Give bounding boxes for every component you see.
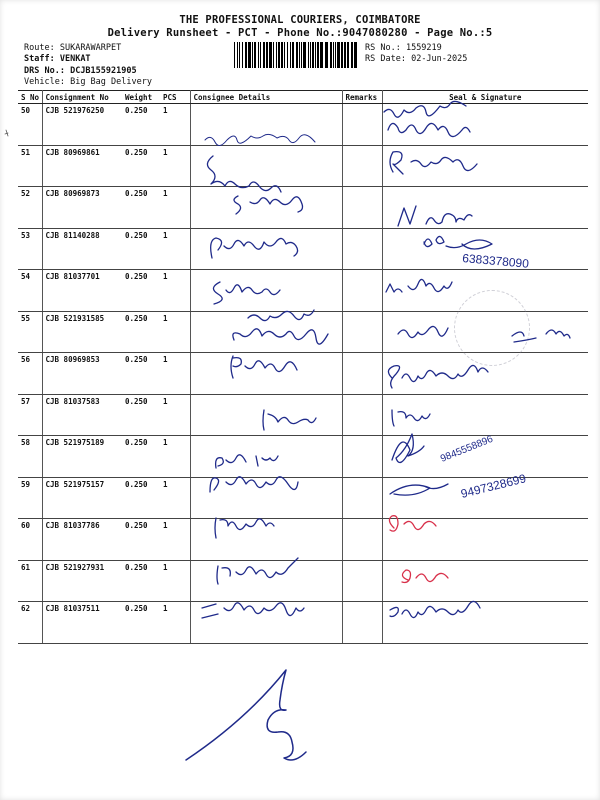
barcode-bar [337, 42, 340, 68]
cell-consignee [190, 104, 342, 146]
margin-mark [5, 130, 8, 136]
col-header-weight: Weight [122, 91, 160, 104]
barcode-bar [281, 42, 283, 68]
cell-remarks [342, 311, 382, 353]
rs-date-value: 02-Jun-2025 [411, 54, 468, 64]
cell-weight: 0.250 [122, 560, 160, 602]
faded-seal-stamp [454, 290, 530, 366]
barcode-bar [252, 42, 253, 68]
barcode-bar [278, 42, 280, 68]
cell-sno: 58 [18, 436, 42, 478]
cell-pcs: 1 [160, 519, 190, 561]
signature-53-phone: 6383378090 [461, 251, 530, 271]
cell-consignee [190, 228, 342, 270]
barcode-bar [354, 42, 357, 68]
barcode-bar [315, 42, 316, 68]
cell-sno: 51 [18, 145, 42, 187]
cell-signature [382, 602, 588, 644]
barcode-bar [299, 42, 300, 68]
cell-consignment: CJB 521931585 [42, 311, 122, 353]
cell-sno: 59 [18, 477, 42, 519]
cell-consignee [190, 602, 342, 644]
drs-label: DRS No.: [24, 66, 65, 76]
cell-pcs: 1 [160, 602, 190, 644]
cell-signature [382, 433, 588, 478]
cell-consignee [190, 519, 342, 561]
cell-remarks [342, 353, 382, 395]
cell-sno: 50 [18, 104, 42, 146]
barcode-bar [269, 42, 272, 68]
table-row [18, 394, 588, 436]
cell-consignment: CJB 81037583 [42, 394, 122, 436]
table-row [18, 436, 588, 478]
barcode-bar [341, 42, 343, 68]
table-row [18, 602, 588, 644]
table-row [18, 145, 588, 187]
cell-signature [382, 145, 588, 187]
cell-weight: 0.250 [122, 477, 160, 519]
rs-no-line [365, 43, 442, 53]
cell-pcs: 1 [160, 145, 190, 187]
barcode-bar [234, 42, 235, 68]
staff-label: Staff: [24, 54, 55, 64]
route-label: Route: [24, 43, 55, 53]
staff-line [24, 54, 91, 64]
cell-signature [382, 394, 588, 436]
signature-59-phone: 9497328699 [459, 471, 528, 501]
cell-consignee [190, 477, 342, 519]
barcode-bar [312, 42, 314, 68]
barcode-bar [287, 42, 288, 68]
col-header-consignee: Consignee Details [190, 91, 342, 104]
vehicle-line [24, 77, 152, 87]
barcode-bar [276, 42, 277, 68]
cell-consignment: CJB 80969861 [42, 145, 122, 187]
cell-consignment: CJB 81037511 [42, 602, 122, 644]
barcode [234, 42, 360, 68]
barcode-bar [245, 42, 247, 68]
table-row [18, 519, 588, 561]
cell-pcs: 1 [160, 560, 190, 602]
cell-weight: 0.250 [122, 394, 160, 436]
barcode-bar [296, 42, 298, 68]
cell-consignment: CJB 521975189 [42, 436, 122, 478]
cell-signature [382, 519, 588, 561]
cell-sno: 60 [18, 519, 42, 561]
cell-signature [382, 228, 588, 270]
cell-consignment: CJB 81037701 [42, 270, 122, 312]
cell-pcs: 1 [160, 311, 190, 353]
barcode-bar [258, 42, 259, 68]
cell-pcs: 1 [160, 436, 190, 478]
runsheet-table [18, 90, 588, 644]
col-header-consignment: Consignment No [42, 91, 122, 104]
cell-consignee [190, 436, 342, 478]
cell-signature [382, 104, 588, 146]
cell-remarks [342, 519, 382, 561]
cell-consignee [190, 394, 342, 436]
cell-consignee [190, 353, 342, 395]
cell-consignment: CJB 521976250 [42, 104, 122, 146]
barcode-bar [333, 42, 334, 68]
cell-sno: 62 [18, 602, 42, 644]
barcode-bar [310, 42, 311, 68]
col-header-signature: Seal & Signature [382, 91, 588, 104]
barcode-bar [325, 42, 328, 68]
cell-sno: 54 [18, 270, 42, 312]
barcode-bar [284, 42, 285, 68]
cell-consignment: CJB 521927931 [42, 560, 122, 602]
barcode-bar [335, 42, 336, 68]
rs-no-label: RS No.: [365, 43, 401, 53]
barcode-bar [303, 42, 306, 68]
cell-consignment: CJB 81140288 [42, 228, 122, 270]
cell-pcs: 1 [160, 270, 190, 312]
cell-remarks [342, 436, 382, 478]
cell-pcs: 1 [160, 187, 190, 229]
cell-consignee [190, 145, 342, 187]
barcode-bar [263, 42, 265, 68]
rs-no-value: 1559219 [405, 43, 442, 53]
barcode-bar [292, 42, 294, 68]
cell-pcs: 1 [160, 104, 190, 146]
cell-remarks [342, 228, 382, 270]
barcode-bar [351, 42, 353, 68]
barcode-bar [242, 42, 243, 68]
cell-consignment: CJB 81037786 [42, 519, 122, 561]
cell-remarks [342, 394, 382, 436]
bottom-signature [186, 670, 306, 760]
cell-weight: 0.250 [122, 104, 160, 146]
barcode-bar [254, 42, 256, 68]
cell-remarks [342, 145, 382, 187]
rs-date-line [365, 54, 467, 64]
cell-pcs: 1 [160, 228, 190, 270]
barcode-bar [308, 42, 309, 68]
cell-remarks [342, 560, 382, 602]
cell-weight: 0.250 [122, 228, 160, 270]
cell-sno: 53 [18, 228, 42, 270]
cell-signature [382, 477, 588, 519]
barcode-bar [344, 42, 346, 68]
cell-pcs: 1 [160, 353, 190, 395]
cell-remarks [342, 602, 382, 644]
barcode-bar [260, 42, 261, 68]
table-row [18, 477, 588, 519]
rs-date-label: RS Date: [365, 54, 406, 64]
barcode-bar [301, 42, 302, 68]
table-header-row [18, 91, 588, 104]
cell-consignment: CJB 80969873 [42, 187, 122, 229]
cell-pcs: 1 [160, 477, 190, 519]
barcode-bar [317, 42, 319, 68]
cell-consignee [190, 187, 342, 229]
cell-consignment: CJB 80969853 [42, 353, 122, 395]
cell-consignee [190, 270, 342, 312]
cell-signature [382, 187, 588, 229]
barcode-bar [290, 42, 291, 68]
cell-consignee [190, 311, 342, 353]
cell-consignment: CJB 521975157 [42, 477, 122, 519]
cell-sno: 52 [18, 187, 42, 229]
barcode-bar [239, 42, 240, 68]
col-header-remarks: Remarks [342, 91, 382, 104]
drs-value: DCJB155921905 [70, 66, 137, 76]
barcode-bar [266, 42, 268, 68]
cell-remarks [342, 187, 382, 229]
vehicle-value: Big Bag Delivery [70, 77, 152, 87]
barcode-bar [320, 42, 323, 68]
cell-weight: 0.250 [122, 519, 160, 561]
col-header-sno: S No [18, 91, 42, 104]
runsheet-subtitle: Delivery Runsheet - PCT - Phone No.:9047080280 - Page No.:5 [107, 27, 493, 39]
signature-58-phone: 9845558896 [439, 433, 495, 465]
cell-consignee [190, 560, 342, 602]
company-title: THE PROFESSIONAL COURIERS, COIMBATORE [179, 14, 421, 26]
barcode-bar [273, 42, 274, 68]
cell-weight: 0.250 [122, 187, 160, 229]
cell-remarks [342, 270, 382, 312]
cell-pcs: 1 [160, 394, 190, 436]
cell-weight: 0.250 [122, 311, 160, 353]
cell-sno: 55 [18, 311, 42, 353]
table-row [18, 187, 588, 229]
barcode-bar [237, 42, 238, 68]
col-header-pcs: PCS [160, 91, 190, 104]
table-row [18, 104, 588, 146]
barcode-bar [330, 42, 332, 68]
cell-weight: 0.250 [122, 353, 160, 395]
barcode-bar [347, 42, 349, 68]
drs-line [24, 66, 137, 76]
staff-value: VENKAT [59, 54, 91, 64]
table-row [18, 560, 588, 602]
cell-remarks [342, 477, 382, 519]
cell-remarks [342, 104, 382, 146]
table-row [18, 228, 588, 270]
cell-weight: 0.250 [122, 270, 160, 312]
cell-sno: 56 [18, 353, 42, 395]
route-line [24, 43, 121, 53]
cell-weight: 0.250 [122, 145, 160, 187]
cell-sno: 61 [18, 560, 42, 602]
cell-signature [382, 560, 588, 602]
cell-sno: 57 [18, 394, 42, 436]
cell-weight: 0.250 [122, 602, 160, 644]
vehicle-label: Vehicle: [24, 77, 65, 87]
barcode-bar [248, 42, 251, 68]
cell-weight: 0.250 [122, 436, 160, 478]
route-value: SUKARAWARPET [59, 43, 122, 53]
